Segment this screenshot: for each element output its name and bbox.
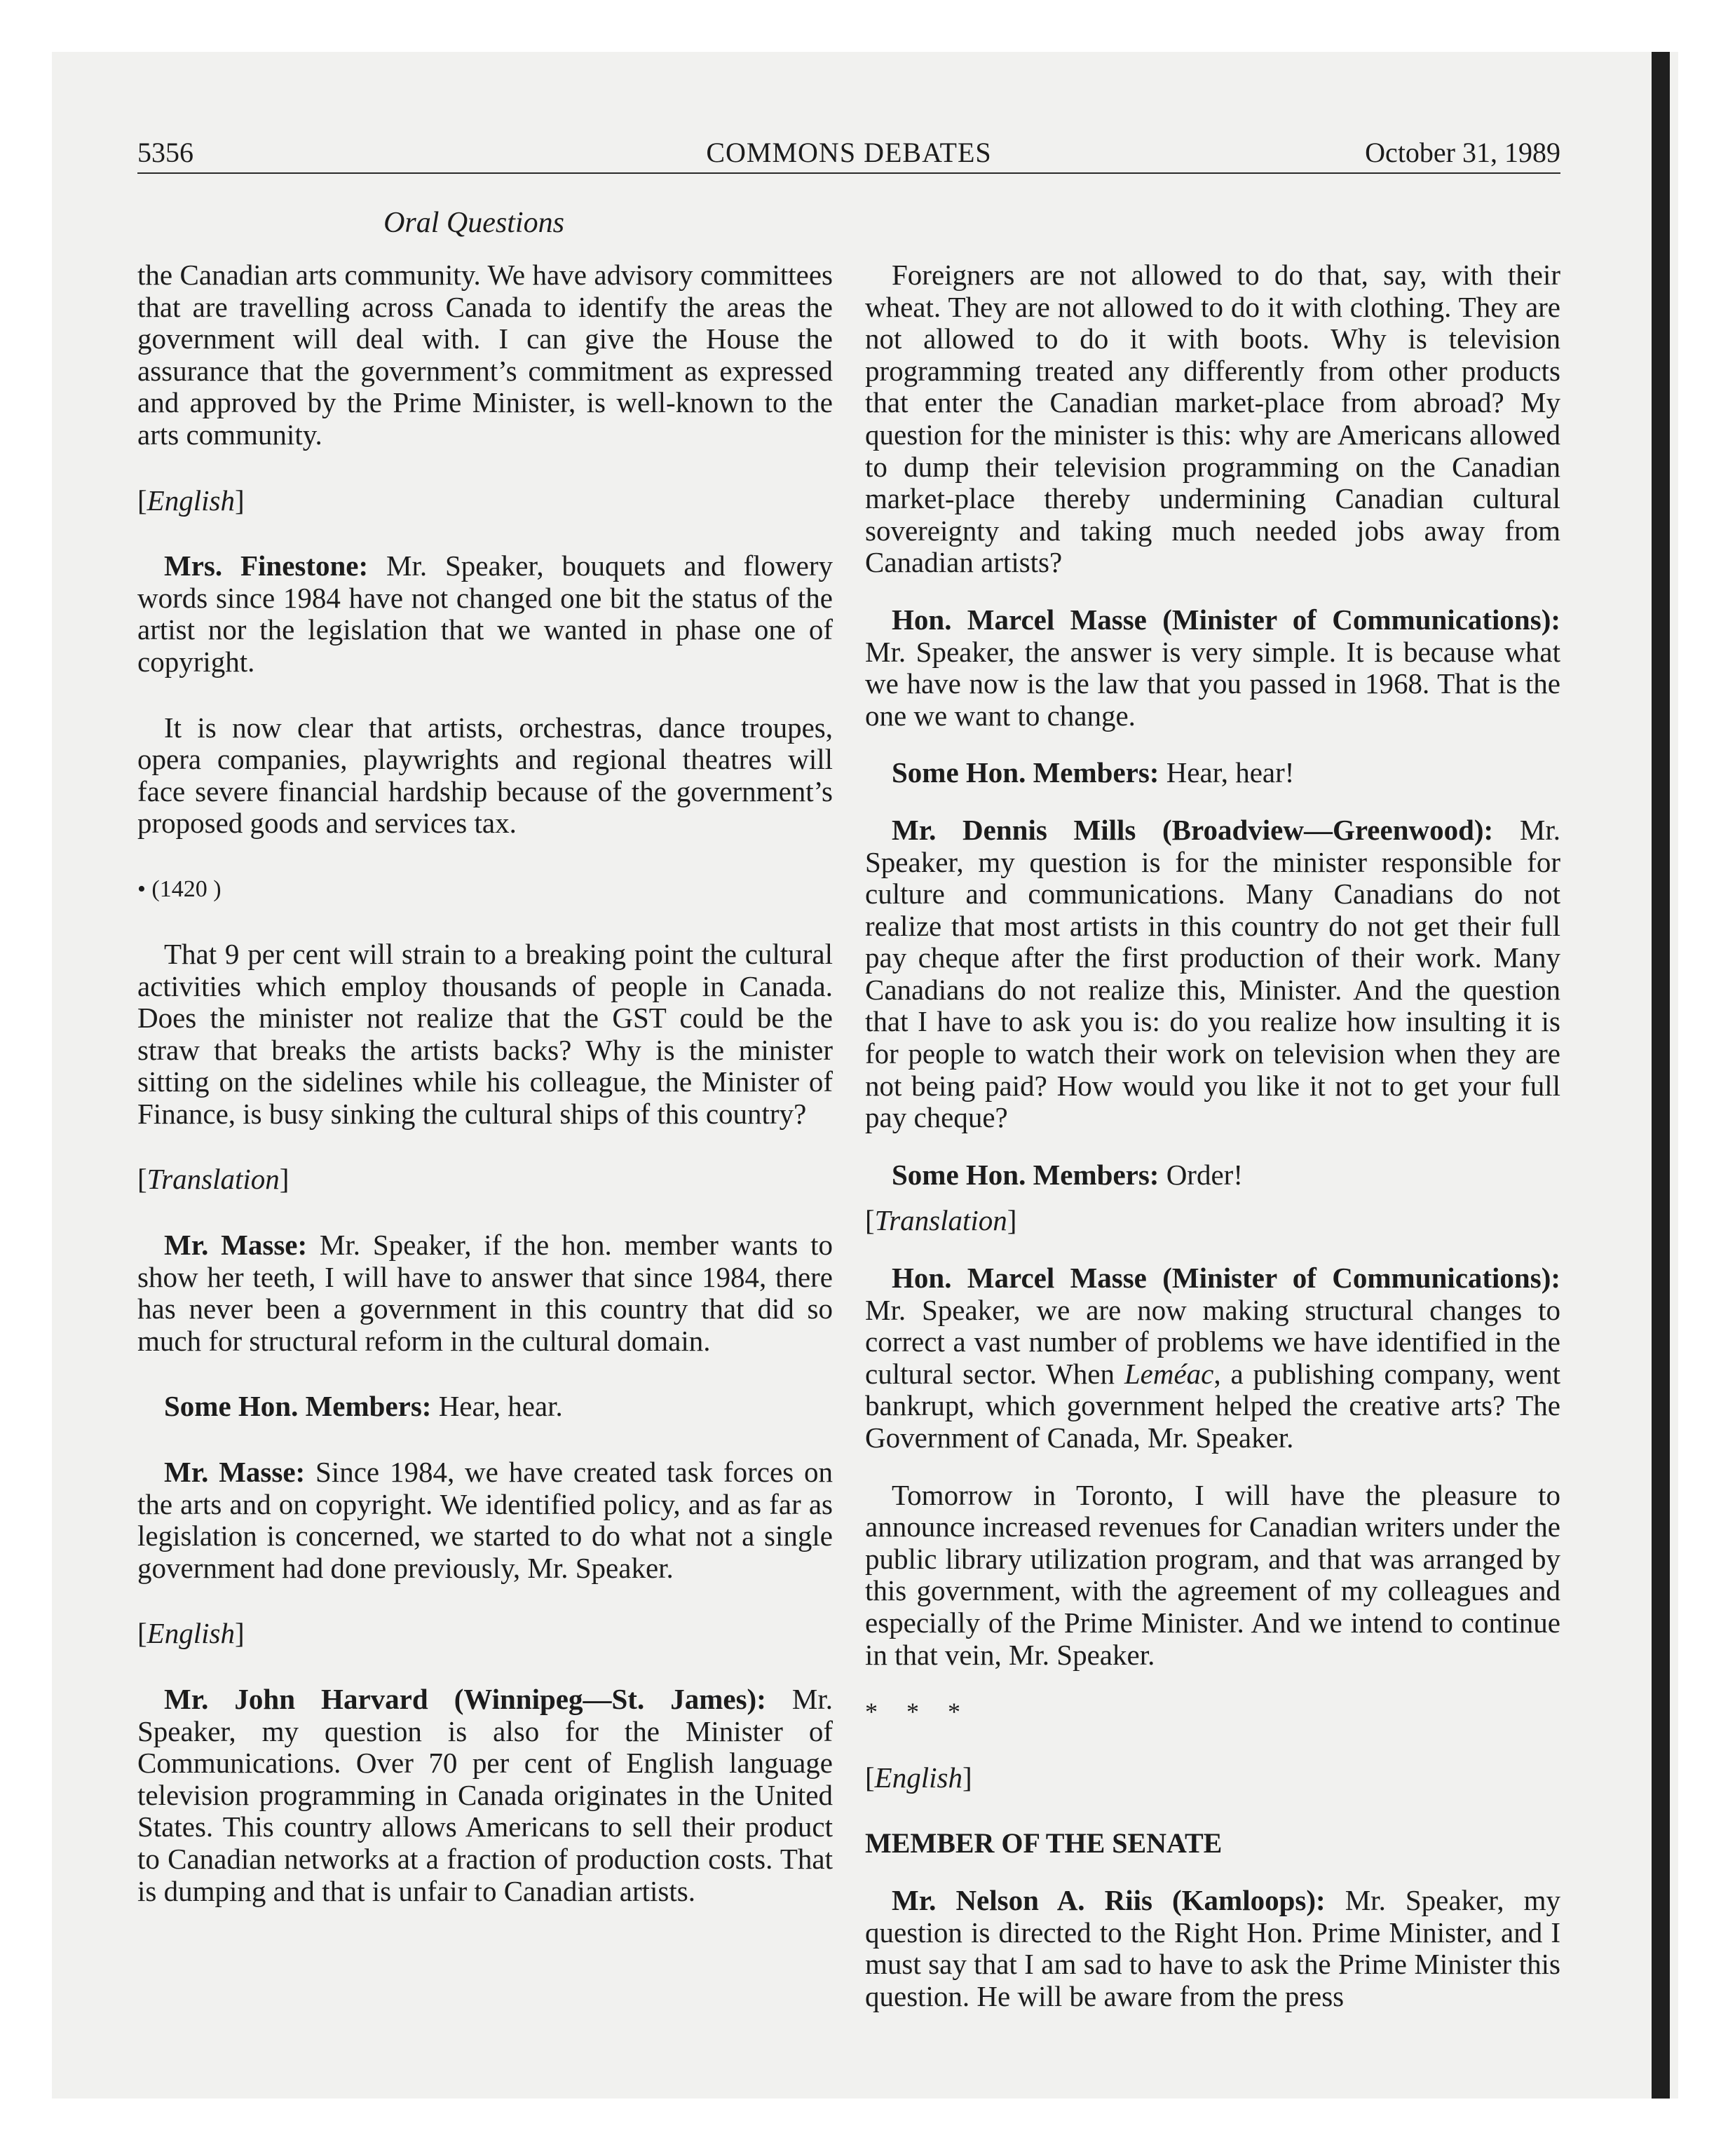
paragraph: the Canadian arts community. We have advisory committees that are travelling across Canada to identify the areas the government will deal with. I can give the House the assurance that the government’s commitment as expressed and approved by the Prime Minister, is well-known to the arts community. — [137, 259, 833, 451]
paragraph: Tomorrow in Toronto, I will have the pleasure to announce increased revenues for Canadian writers under the public library utilization program, and that was arranged by this government, with the agreement of my colleagues and especially of the Prime Minister. And we intend to continue in that vein, Mr. Speaker. — [865, 1478, 1560, 1671]
paragraph: That 9 per cent will strain to a breaking point the cultural activities which employ thousands of people in Canada. Does the minister not realize that the GST could be the straw that breaks the artists backs? Why is the minister sitting on the sidelines while his colleague, the Minister of Finance, is busy sinking the cultural ships of this country? — [137, 937, 833, 1130]
speech-paragraph: Some Hon. Members: Hear, hear! — [892, 756, 1295, 789]
speech-paragraph: Hon. Marcel Masse (Minister of Communications): Mr. Speaker, we are now making structural changes to correct a vast number of problems we have identified in the cultural sector. When Leméac, a publishing company, went bankrupt, which government helped the creative arts? The Government of Canada, Mr. Speaker. — [865, 1262, 1560, 1454]
speech-paragraph: Mrs. Finestone: Mr. Speaker, bouquets and flowery words since 1984 have not changed one bit the status of the artist nor the legislation that we wanted in phase one of copyright. — [137, 550, 833, 678]
speaker-name: Some Hon. Members: — [892, 756, 1159, 789]
language-marker: [Translation] — [865, 1204, 1017, 1237]
language-marker: [English] — [865, 1761, 972, 1794]
speaker-name: Mr. Masse: — [164, 1456, 306, 1489]
publication-title: COMMONS DEBATES — [706, 137, 992, 168]
language-marker: [English] — [137, 1617, 245, 1650]
speech-paragraph: Hon. Marcel Masse (Minister of Communications): Mr. Speaker, the answer is very simple. It is because what we have now is the law that you passed in 1968. That is the one we want to change. — [865, 603, 1560, 732]
language-marker: [Translation] — [137, 1163, 290, 1196]
publication-date: October 31, 1989 — [1365, 137, 1560, 168]
speaker-name: Mr. Masse: — [164, 1229, 308, 1262]
section-separator: * * * — [865, 1698, 972, 1726]
company-name: Leméac — [1124, 1357, 1214, 1390]
right-column — [865, 259, 1560, 2012]
speaker-name: Some Hon. Members: — [892, 1158, 1159, 1191]
paragraph: Foreigners are not allowed to do that, say, with their wheat. They are not allowed to do it with clothing. They are not allowed to do it with boots. Why is television programming treated any differently from other products that enter the Canadian market-place from abroad? My question for the minister is this: why are Americans allowed to dump their television programming on the Canadian market-place thereby undermining Canadian cultural sovereignty and taking much needed jobs away from Canadian artists? — [865, 259, 1560, 579]
speaker-name: Mrs. Finestone: — [164, 550, 369, 582]
speaker-name: Mr. Nelson A. Riis (Kamloops): — [892, 1883, 1326, 1916]
speech-paragraph: Some Hon. Members: Order! — [892, 1158, 1243, 1191]
speaker-name: Some Hon. Members: — [164, 1390, 432, 1423]
speech-paragraph: Mr. Dennis Mills (Broadview—Greenwood): Mr. Speaker, my question is for the minister responsible for culture and communications. Many Canadians do not realize that most artists in this country do not get their full pay cheque after the first production of their work. Many Canadians do not realize this, Minister. And the question that I have to ask you is: do you realize how insulting it is for people to watch their work on television when they are not being paid? How would you like it not to get your full pay cheque? — [865, 813, 1560, 1134]
speech-paragraph: Mr. Nelson A. Riis (Kamloops): Mr. Speaker, my question is directed to the Right Hon. Prime Minister, and I must say that I am sad to have to ask the Prime Minister this question. He will be aware from the press — [865, 1883, 1560, 2012]
speech-paragraph: Some Hon. Members: Hear, hear. — [164, 1390, 563, 1423]
language-marker: [English] — [137, 484, 245, 517]
speaker-name: Hon. Marcel Masse (Minister of Communications): — [892, 1262, 1560, 1295]
speaker-name: Mr. Dennis Mills (Broadview—Greenwood): — [892, 813, 1494, 846]
speaker-name: Hon. Marcel Masse (Minister of Communications): — [892, 603, 1560, 636]
left-column — [137, 259, 833, 1907]
speech-paragraph: Mr. Masse: Mr. Speaker, if the hon. member wants to show her teeth, I will have to answer that since 1984, there has never been a government in this country that did so much for structural reform in the cultural domain. — [137, 1229, 834, 1357]
section-heading: MEMBER OF THE SENATE — [865, 1827, 1223, 1860]
speech-paragraph: Mr. John Harvard (Winnipeg—St. James): Mr. Speaker, my question is also for the Minister of Communications. Over 70 per cent of English language television programming in Canada originates in the United States. This country allows Americans to sell their product to Canadian networks at a fraction of production costs. That is dumping and that is unfair to Canadian artists. — [137, 1683, 833, 1907]
scan-edge-bar — [1652, 52, 1670, 2099]
time-marker: • (1420 ) — [137, 875, 222, 902]
section-label: Oral Questions — [383, 207, 564, 239]
speaker-name: Mr. John Harvard (Winnipeg—St. James): — [164, 1683, 766, 1715]
page-header — [137, 133, 1560, 174]
paragraph: It is now clear that artists, orchestras, dance troupes, opera companies, playwrights and regional theatres will face severe financial hardship because of the government’s proposed goods and services tax. — [137, 711, 833, 840]
page-number: 5356 — [137, 137, 193, 168]
speech-paragraph: Mr. Masse: Since 1984, we have created task forces on the arts and on copyright. We identified policy, and as far as legislation is concerned, we started to do what not a single government had done previously, Mr. Speaker. — [137, 1456, 833, 1584]
